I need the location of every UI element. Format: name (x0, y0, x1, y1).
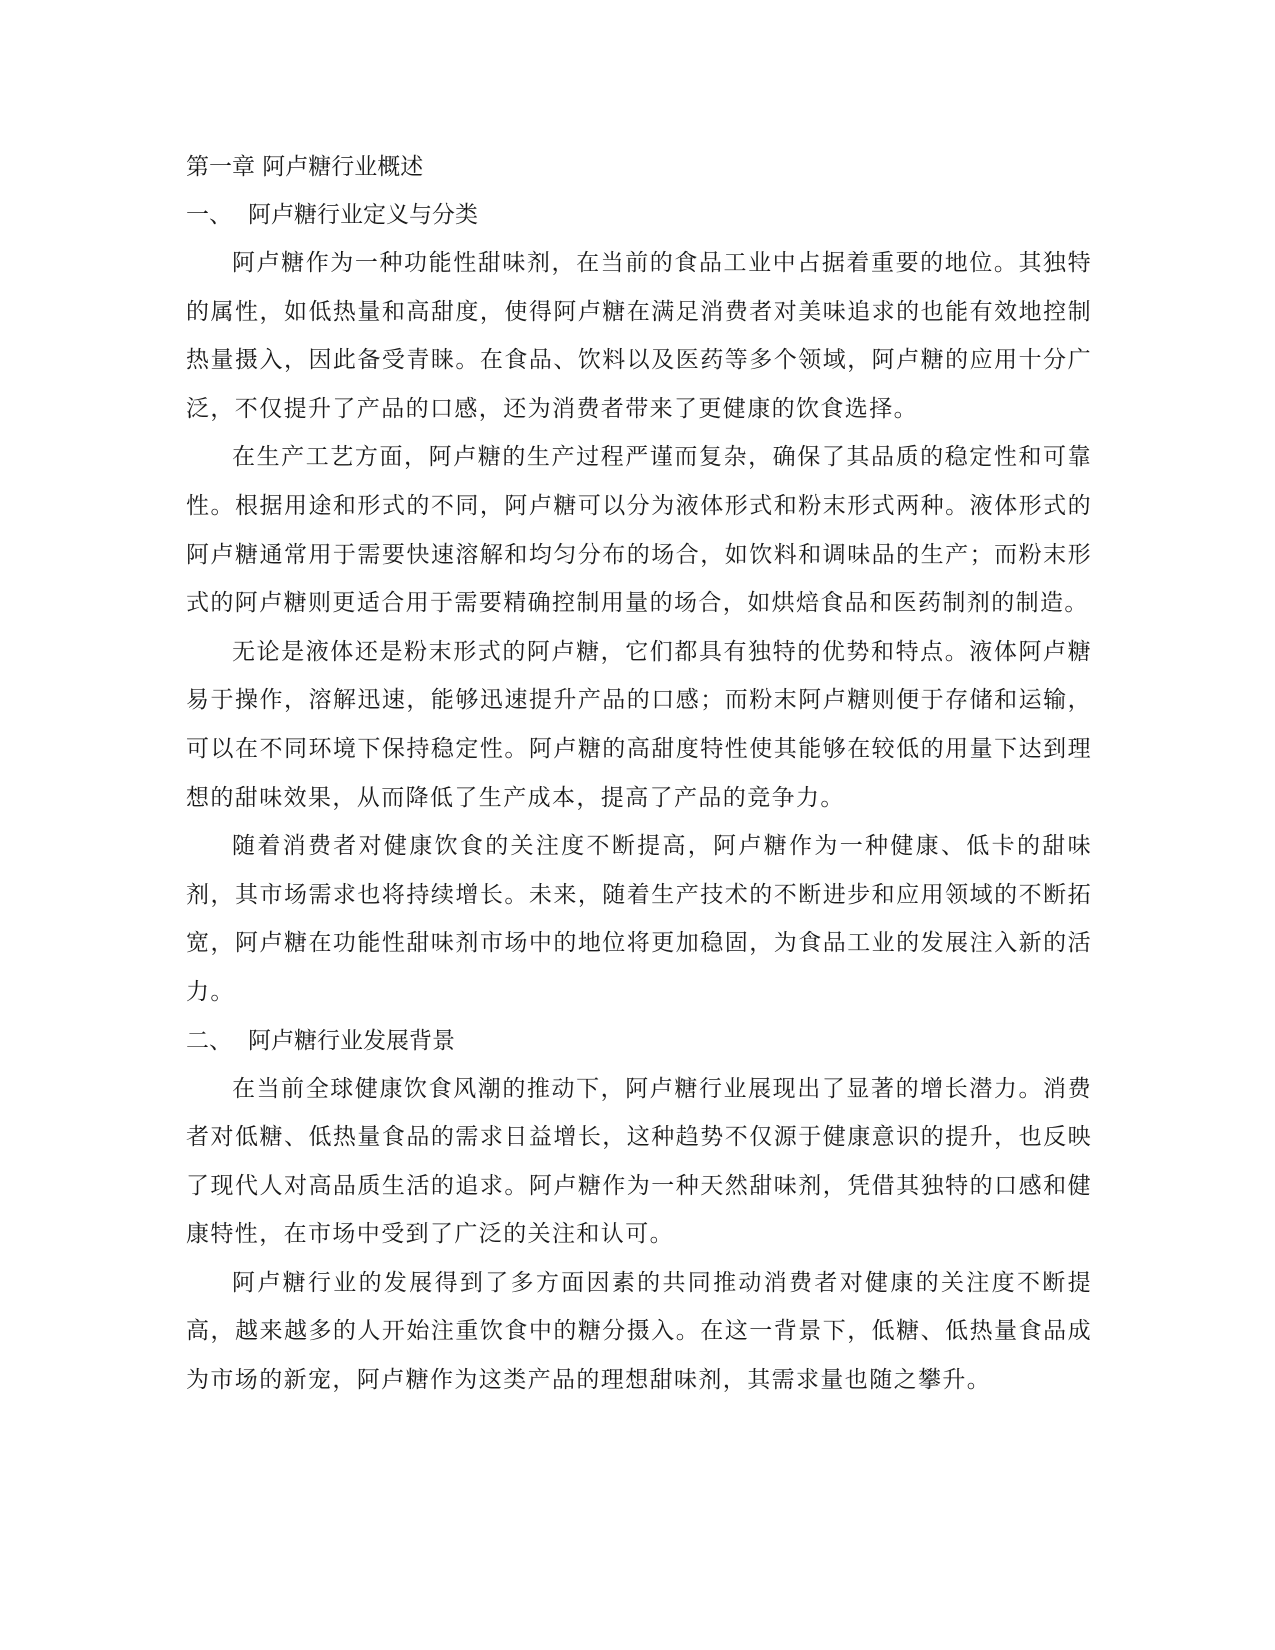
section-title: 阿卢糖行业定义与分类 (248, 202, 478, 228)
section-number: 二、 (186, 1027, 232, 1054)
document-page (186, 143, 1092, 1405)
paragraph: 无论是液体还是粉末形式的阿卢糖，它们都具有独特的优势和特点。液体阿卢糖易于操作，溶解迅速，能够迅速提升产品的口感；而粉末阿卢糖则便于存储和运输，可以在不同环境下保持稳定性。阿卢糖的高甜度特性使其能够在较低的用量下达到理想的甜味效果，从而降低了生产成本，提高了产品的竞争力。 (186, 638, 1092, 811)
chapter-title: 第一章 阿卢糖行业概述 (186, 154, 424, 180)
paragraph: 在生产工艺方面，阿卢糖的生产过程严谨而复杂，确保了其品质的稳定性和可靠性。根据用途和形式的不同，阿卢糖可以分为液体形式和粉末形式两种。液体形式的阿卢糖通常用于需要快速溶解和均匀分布的场合，如饮料和调味品的生产；而粉末形式的阿卢糖则更适合用于需要精确控制用量的场合，如烘焙食品和医药制剂的制造。 (186, 444, 1092, 617)
section-number: 一、 (186, 202, 232, 228)
section-heading-2 (186, 1017, 1092, 1065)
paragraph: 阿卢糖行业的发展得到了多方面因素的共同推动消费者对健康的关注度不断提高，越来越多的人开始注重饮食中的糖分摄入。在这一背景下，低糖、低热量食品成为市场的新宠，阿卢糖作为这类产品的理想甜味剂，其需求量也随之攀升。 (186, 1269, 1092, 1394)
paragraph: 在当前全球健康饮食风潮的推动下，阿卢糖行业展现出了显著的增长潜力。消费者对低糖、低热量食品的需求日益增长，这种趋势不仅源于健康意识的提升，也反映了现代人对高品质生活的追求。阿卢糖作为一种天然甜味剂，凭借其独特的口感和健康特性，在市场中受到了广泛的关注和认可。 (186, 1075, 1092, 1248)
section-heading-1 (186, 191, 1092, 239)
paragraph: 随着消费者对健康饮食的关注度不断提高，阿卢糖作为一种健康、低卡的甜味剂，其市场需求也将持续增长。未来，随着生产技术的不断进步和应用领域的不断拓宽，阿卢糖在功能性甜味剂市场中的地位将更加稳固，为食品工业的发展注入新的活力。 (186, 833, 1092, 1005)
section-title: 阿卢糖行业发展背景 (248, 1027, 455, 1054)
paragraph: 阿卢糖作为一种功能性甜味剂，在当前的食品工业中占据着重要的地位。其独特的属性，如低热量和高甜度，使得阿卢糖在满足消费者对美味追求的也能有效地控制热量摄入，因此备受青睐。在食品、饮料以及医药等多个领域，阿卢糖的应用十分广泛，不仅提升了产品的口感，还为消费者带来了更健康的饮食选择。 (186, 250, 1092, 422)
